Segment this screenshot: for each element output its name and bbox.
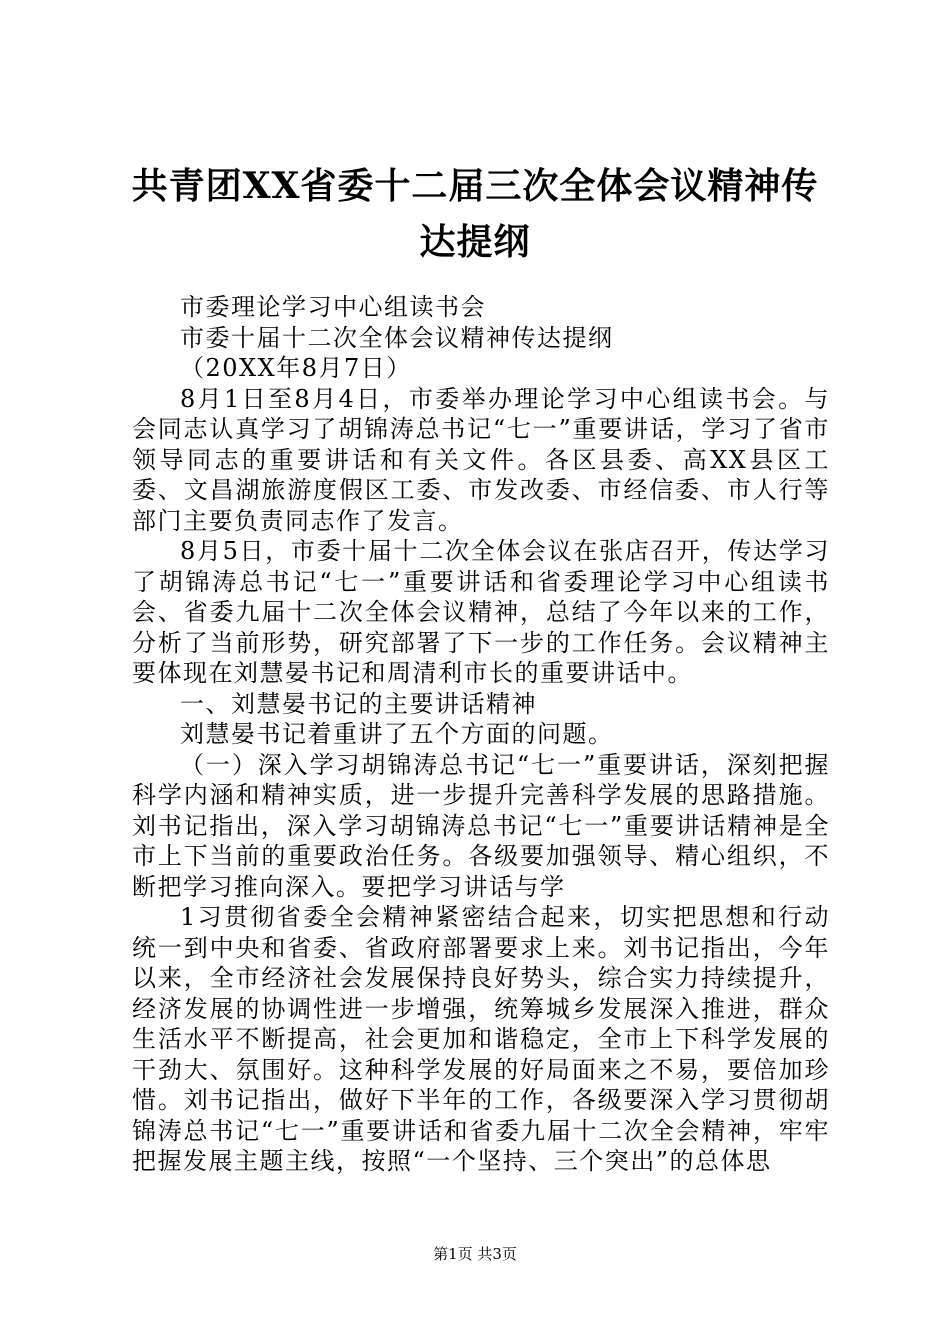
- page-footer: 第1页 共3页: [433, 1245, 517, 1263]
- section-heading-1: 一、刘慧晏书记的主要讲话精神: [180, 689, 537, 718]
- paragraph-reading-session: 8月1日至8月4日，市委举办理论学习中心组读书会。与会同志认真学习了胡锦涛总书记“七一”重要讲话，学习了省市领导同志的重要讲话和有关文件。各区县委、高XX县区工委、文昌湖旅游度假区工委、市发改委、市经信委、市人行等部门主要负责同志作了发言。: [132, 384, 830, 535]
- paragraph-point-1-continued: 1习贯彻省委全会精神紧密结合起来，切实把思想和行动统一到中央和省委、省政府部署要求上来。刘书记指出，今年以来，全市经济社会发展保持良好势头，综合实力持续提升，经济发展的协调性进一步增强，统筹城乡发展深入推进，群众生活水平不断提高，社会更加和谐稳定，全市上下科学发展的干劲大、氛围好。这种科学发展的好局面来之不易，要倍加珍惜。刘书记指出，做好下半年的工作，各级要深入学习贯彻胡锦涛总书记“七一”重要讲话和省委九届十二次全会精神，牢牢把握发展主题主线，按照“一个坚持、三个突出”的总体思: [132, 903, 830, 1175]
- document-body: [132, 292, 830, 1177]
- paragraph-date: （20XX年8月7日）: [180, 354, 412, 382]
- paragraph-five-aspects: 刘慧晏书记着重讲了五个方面的问题。: [180, 720, 614, 748]
- paragraph-point-1: （一）深入学习胡锦涛总书记“七一”重要讲话，深刻把握科学内涵和精神实质，进一步提升完善科学发展的思路措施。刘书记指出，深入学习胡锦涛总书记“七一”重要讲话精神是全市上下当前的重要政治任务。各级要加强领导、精心组织，不断把学习推向深入。要把学习讲话与学: [132, 750, 830, 901]
- paragraph-study-group: 市委理论学习中心组读书会: [180, 293, 486, 321]
- paragraph-plenary-meeting: 8月5日，市委十届十二次全体会议在张店召开，传达学习了胡锦涛总书记“七一”重要讲话和省委理论学习中心组读书会、省委九届十二次全体会议精神，总结了今年以来的工作，分析了当前形势，研究部署了下一步的工作任务。会议精神主要体现在刘慧晏书记和周清利市长的重要讲话中。: [132, 537, 830, 687]
- paragraph-subtitle: 市委十届十二次全体会议精神传达提纲: [180, 323, 614, 352]
- document-title: 共青团XX省委十二届三次全体会议精神传达提纲: [131, 165, 819, 263]
